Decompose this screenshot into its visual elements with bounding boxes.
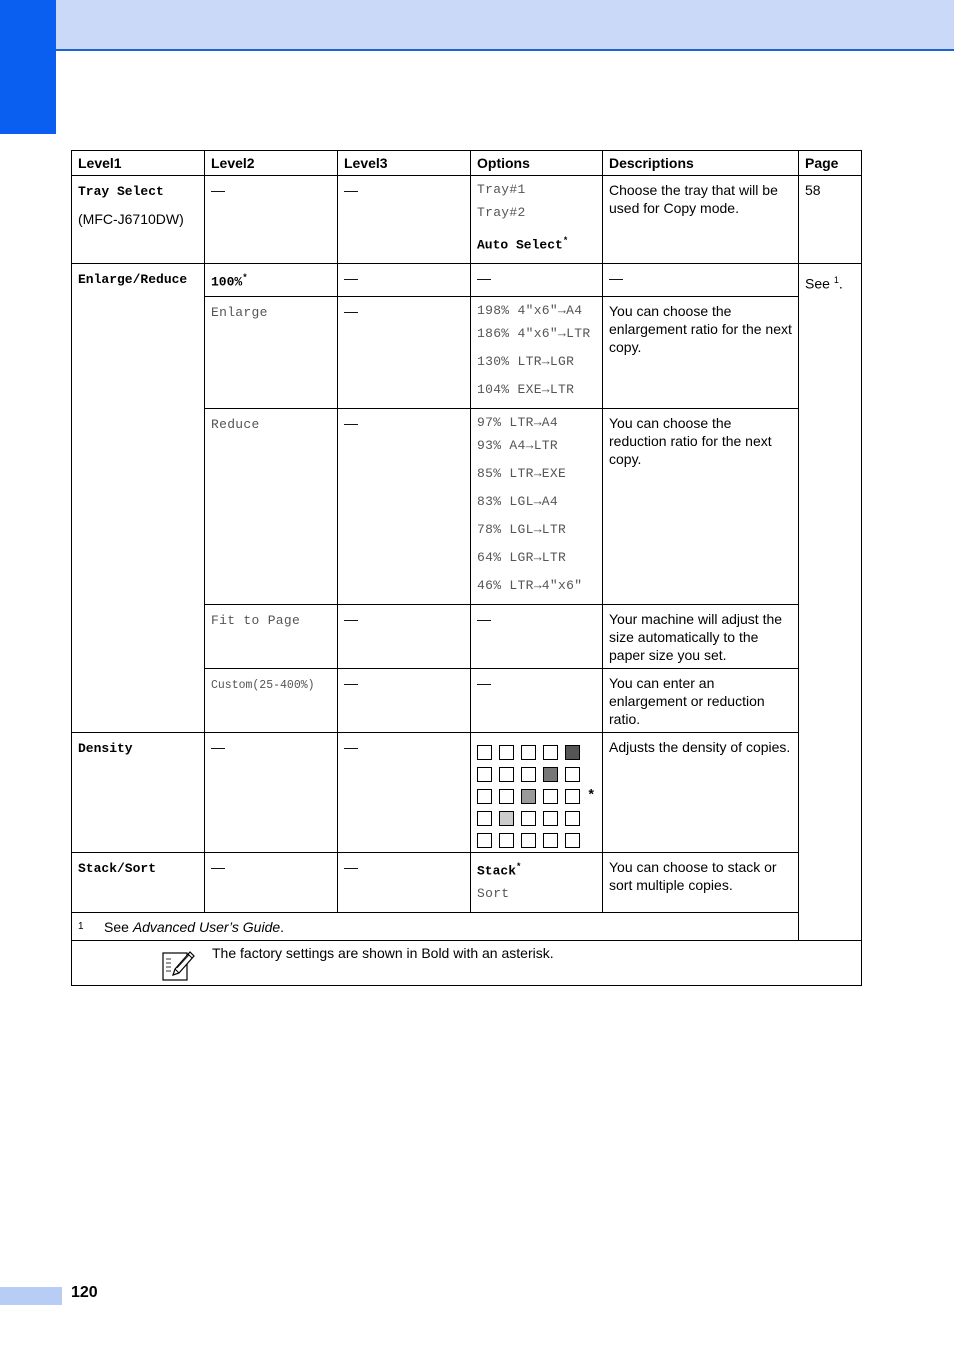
options-cell	[471, 176, 603, 264]
density-square	[499, 811, 514, 826]
density-square	[477, 811, 492, 826]
level2-cell	[205, 732, 338, 852]
dash: —	[344, 610, 358, 627]
options-cell	[471, 668, 603, 732]
footnote-suffix: .	[280, 919, 285, 936]
density-square	[521, 833, 536, 848]
level1-label: Enlarge/Reduce	[78, 272, 188, 288]
level1-label: Density	[78, 740, 133, 756]
level1-label: Stack/Sort	[78, 860, 157, 876]
level2-cell	[205, 408, 338, 604]
dash: —	[344, 182, 358, 198]
level1-cell	[72, 732, 205, 852]
density-square	[543, 811, 558, 826]
option-item: 104% EXE→LTR	[477, 381, 575, 397]
level1-label: Tray Select	[78, 184, 164, 199]
options-cell	[471, 408, 603, 604]
default-mark	[587, 745, 599, 760]
level3-cell	[338, 732, 471, 852]
level1-cell	[72, 264, 205, 733]
option-item: 93% A4→LTR	[477, 437, 559, 453]
level2-default: 100%	[211, 274, 243, 290]
density-square	[477, 789, 492, 804]
option-label: Auto Select	[477, 237, 563, 253]
level2-cell	[205, 604, 338, 668]
page-see: See	[805, 275, 830, 292]
default-mark: *	[587, 787, 596, 804]
density-square	[521, 767, 536, 782]
level2-cell	[205, 296, 338, 408]
level2-cell	[205, 264, 338, 297]
density-square	[499, 789, 514, 804]
dash: —	[477, 270, 491, 287]
default-mark: *	[562, 236, 569, 246]
table-row	[72, 264, 862, 297]
density-square	[543, 789, 558, 804]
chapter-tab	[0, 0, 56, 134]
description-cell	[603, 264, 799, 297]
level3-cell	[338, 852, 471, 912]
dash: —	[344, 414, 358, 431]
col-header-options: Options	[471, 151, 603, 176]
option-item-default	[477, 858, 596, 880]
dash: —	[344, 674, 358, 691]
default-mark	[587, 811, 599, 826]
model-note: (MFC-J6710DW)	[78, 211, 184, 227]
default-mark: *	[516, 861, 522, 872]
density-square	[499, 745, 514, 760]
table-row	[72, 852, 862, 912]
description-cell: Your machine will adjust the size automatically to the paper size you set.	[603, 604, 799, 668]
option-item: 130% LTR→LGR	[477, 353, 575, 369]
density-square	[543, 745, 558, 760]
level3-cell	[338, 408, 471, 604]
dash: —	[344, 270, 358, 287]
dash: —	[609, 270, 623, 287]
factory-note-row	[72, 941, 862, 986]
level3-cell	[338, 176, 471, 264]
col-header-level3: Level3	[338, 151, 471, 176]
page-cell	[799, 264, 862, 941]
col-header-descriptions: Descriptions	[603, 151, 799, 176]
density-square	[499, 767, 514, 782]
option-item: 78% LGL→LTR	[477, 521, 567, 537]
page-number: 120	[71, 1284, 98, 1301]
density-square	[521, 811, 536, 826]
factory-note-cell	[72, 941, 862, 986]
dash: —	[477, 674, 491, 691]
density-square	[477, 833, 492, 848]
density-square	[565, 745, 580, 760]
dash: —	[344, 302, 358, 319]
level1-cell	[72, 176, 205, 264]
table-row	[72, 176, 862, 264]
level3-cell	[338, 296, 471, 408]
option-item: 198% 4"x6"→A4	[477, 302, 583, 318]
default-mark	[587, 833, 599, 848]
options-cell	[471, 852, 603, 912]
option-item: 83% LGL→A4	[477, 493, 559, 509]
option-item: 46% LTR→4"x6"	[477, 577, 583, 593]
footnote-cell	[72, 913, 862, 941]
pencil-note-icon	[161, 948, 195, 982]
level2-cell	[205, 852, 338, 912]
page-cell: 58	[799, 176, 862, 264]
dash: —	[344, 858, 358, 875]
options-cell	[471, 604, 603, 668]
page-suffix: .	[838, 275, 843, 292]
density-level-grid	[477, 745, 596, 848]
density-square	[543, 767, 558, 782]
option-item: 186% 4"x6"→LTR	[477, 325, 591, 341]
level3-cell	[338, 264, 471, 297]
footnote-title: Advanced User’s Guide	[132, 919, 281, 936]
factory-settings-note: The factory settings are shown in Bold with an asterisk.	[212, 945, 554, 962]
col-header-level2: Level2	[205, 151, 338, 176]
options-cell	[471, 732, 603, 852]
density-square	[477, 745, 492, 760]
description-cell: You can choose the enlargement ratio for the next copy.	[603, 296, 799, 408]
option-label: Stack	[477, 863, 517, 879]
density-square	[565, 767, 580, 782]
col-header-page: Page	[799, 151, 862, 176]
footer-band	[0, 1287, 62, 1305]
level2-cell	[205, 176, 338, 264]
option-item: Sort	[477, 886, 510, 902]
dash: —	[211, 182, 225, 198]
density-square	[543, 833, 558, 848]
option-item: 97% LTR→A4	[477, 414, 559, 430]
option-item: 64% LGR→LTR	[477, 549, 567, 565]
options-cell	[471, 264, 603, 297]
dash: —	[211, 858, 225, 875]
options-cell	[471, 296, 603, 408]
density-square	[521, 745, 536, 760]
level2-label: Fit to Page	[211, 612, 301, 628]
footnote-prefix: See	[104, 919, 133, 936]
density-square	[521, 789, 536, 804]
col-header-level1: Level1	[72, 151, 205, 176]
dash: —	[211, 738, 225, 755]
density-square	[477, 767, 492, 782]
default-mark	[587, 767, 599, 782]
level2-label: Enlarge	[211, 304, 268, 320]
level2-cell	[205, 668, 338, 732]
density-square	[499, 833, 514, 848]
description-cell: You can choose the reduction ratio for the next copy.	[603, 408, 799, 604]
description-cell: Choose the tray that will be used for Copy mode.	[603, 176, 799, 264]
description-cell: You can enter an enlargement or reduction ratio.	[603, 668, 799, 732]
footnote-row	[72, 913, 862, 941]
settings-table	[71, 150, 862, 986]
description-cell: You can choose to stack or sort multiple copies.	[603, 852, 799, 912]
table-header-row	[72, 151, 862, 176]
description-cell: Adjusts the density of copies.	[603, 732, 799, 852]
footnote-ref: 1	[833, 275, 839, 286]
footnote-number: 1	[78, 921, 84, 933]
level2-label: Custom(25-400%)	[211, 678, 315, 692]
option-item-default	[477, 227, 596, 259]
level3-cell	[338, 668, 471, 732]
density-square	[565, 811, 580, 826]
table-row	[72, 732, 862, 852]
dash: —	[344, 738, 358, 755]
option-item: Tray#2	[477, 205, 526, 220]
density-square	[565, 833, 580, 848]
default-mark: *	[242, 273, 248, 284]
level1-cell	[72, 852, 205, 912]
density-square	[565, 789, 580, 804]
level3-cell	[338, 604, 471, 668]
header-band	[56, 0, 954, 51]
option-item: 85% LTR→EXE	[477, 465, 567, 481]
dash: —	[477, 610, 491, 627]
option-item: Tray#1	[477, 182, 526, 197]
level2-label: Reduce	[211, 416, 260, 432]
